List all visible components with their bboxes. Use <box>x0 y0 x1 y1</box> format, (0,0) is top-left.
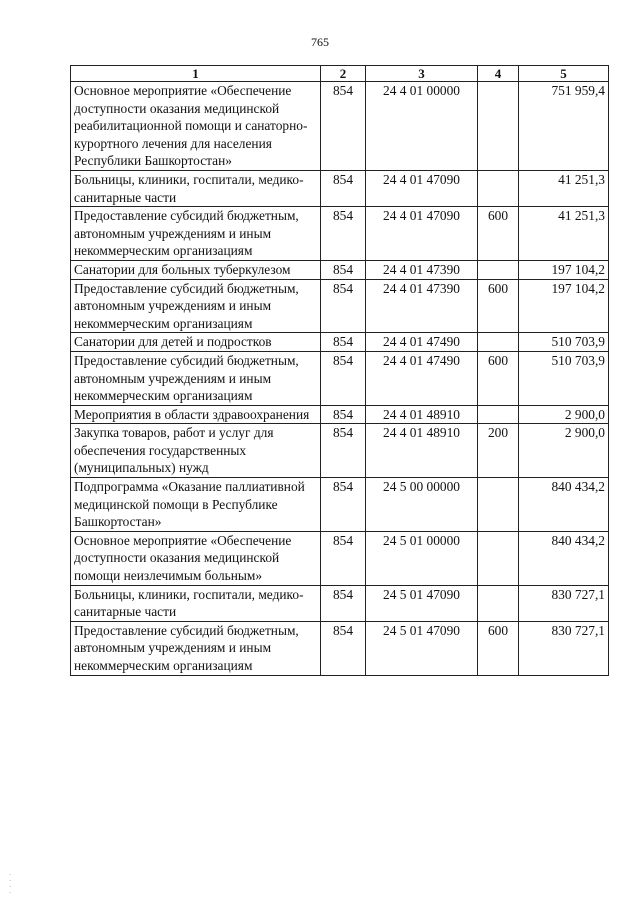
cell-name: Предоставление субсидий бюджетным, автономным учреждениям и иным некоммерческим организациям <box>71 351 321 405</box>
table-row <box>71 279 609 333</box>
table-row <box>71 260 609 279</box>
cell-amount: 2 900,0 <box>519 405 609 424</box>
cell-ministry: 854 <box>321 424 366 478</box>
table-row <box>71 170 609 206</box>
cell-code: 24 4 01 47390 <box>366 279 478 333</box>
cell-type: 200 <box>478 424 519 478</box>
table-row <box>71 585 609 621</box>
cell-code: 24 5 01 47090 <box>366 585 478 621</box>
column-header-5: 5 <box>519 66 609 82</box>
cell-amount: 510 703,9 <box>519 333 609 352</box>
cell-ministry: 854 <box>321 351 366 405</box>
cell-code: 24 4 01 47090 <box>366 207 478 261</box>
column-header-3: 3 <box>366 66 478 82</box>
cell-amount: 41 251,3 <box>519 207 609 261</box>
page-number: 765 <box>311 35 329 49</box>
table-body <box>71 82 609 676</box>
cell-type <box>478 405 519 424</box>
cell-code: 24 4 01 47490 <box>366 351 478 405</box>
cell-name: Предоставление субсидий бюджетным, автономным учреждениям и иным некоммерческим организациям <box>71 279 321 333</box>
cell-ministry: 854 <box>321 207 366 261</box>
table-row <box>71 424 609 478</box>
cell-type <box>478 170 519 206</box>
cell-name: Основное мероприятие «Обеспечение доступности оказания медицинской помощи неизлечимым больным» <box>71 531 321 585</box>
cell-type: 600 <box>478 621 519 675</box>
cell-ministry: 854 <box>321 82 366 171</box>
cell-amount: 830 727,1 <box>519 621 609 675</box>
cell-amount: 41 251,3 <box>519 170 609 206</box>
cell-code: 24 4 01 48910 <box>366 405 478 424</box>
cell-type <box>478 531 519 585</box>
cell-ministry: 854 <box>321 531 366 585</box>
cell-ministry: 854 <box>321 621 366 675</box>
table-row <box>71 351 609 405</box>
table-row <box>71 207 609 261</box>
cell-type <box>478 260 519 279</box>
column-header-1: 1 <box>71 66 321 82</box>
cell-code: 24 4 01 47390 <box>366 260 478 279</box>
cell-ministry: 854 <box>321 478 366 532</box>
cell-name: Мероприятия в области здравоохранения <box>71 405 321 424</box>
cell-name: Больницы, клиники, госпитали, медико-санитарные части <box>71 585 321 621</box>
cell-code: 24 4 01 00000 <box>366 82 478 171</box>
cell-ministry: 854 <box>321 585 366 621</box>
cell-type <box>478 478 519 532</box>
cell-type: 600 <box>478 279 519 333</box>
cell-amount: 197 104,2 <box>519 279 609 333</box>
cell-ministry: 854 <box>321 170 366 206</box>
cell-name: Закупка товаров, работ и услуг для обеспечения государственных (муниципальных) нужд <box>71 424 321 478</box>
cell-name: Подпрограмма «Оказание паллиативной медицинской помощи в Республике Башкортостан» <box>71 478 321 532</box>
budget-table <box>70 65 609 676</box>
margin-dots: · · · · <box>9 871 12 897</box>
cell-code: 24 5 01 00000 <box>366 531 478 585</box>
cell-name: Больницы, клиники, госпитали, медико-санитарные части <box>71 170 321 206</box>
cell-amount: 510 703,9 <box>519 351 609 405</box>
table-row <box>71 531 609 585</box>
cell-ministry: 854 <box>321 279 366 333</box>
cell-amount: 840 434,2 <box>519 531 609 585</box>
cell-amount: 197 104,2 <box>519 260 609 279</box>
table-row <box>71 621 609 675</box>
cell-type <box>478 333 519 352</box>
table-header-row <box>71 66 609 82</box>
cell-type: 600 <box>478 207 519 261</box>
cell-amount: 751 959,4 <box>519 82 609 171</box>
table-row <box>71 478 609 532</box>
cell-name: Предоставление субсидий бюджетным, автономным учреждениям и иным некоммерческим организациям <box>71 207 321 261</box>
cell-name: Основное мероприятие «Обеспечение доступности оказания медицинской реабилитационной помощи и санаторно-курортного лечения для населения Республики Башкортостан» <box>71 82 321 171</box>
cell-type <box>478 585 519 621</box>
cell-amount: 840 434,2 <box>519 478 609 532</box>
cell-name: Предоставление субсидий бюджетным, автономным учреждениям и иным некоммерческим организациям <box>71 621 321 675</box>
cell-name: Санатории для больных туберкулезом <box>71 260 321 279</box>
cell-ministry: 854 <box>321 333 366 352</box>
cell-amount: 2 900,0 <box>519 424 609 478</box>
cell-ministry: 854 <box>321 260 366 279</box>
cell-code: 24 4 01 48910 <box>366 424 478 478</box>
cell-code: 24 4 01 47090 <box>366 170 478 206</box>
column-header-4: 4 <box>478 66 519 82</box>
cell-type: 600 <box>478 351 519 405</box>
table-row <box>71 82 609 171</box>
cell-code: 24 4 01 47490 <box>366 333 478 352</box>
cell-type <box>478 82 519 171</box>
cell-name: Санатории для детей и подростков <box>71 333 321 352</box>
table-row <box>71 333 609 352</box>
table-row <box>71 405 609 424</box>
column-header-2: 2 <box>321 66 366 82</box>
cell-amount: 830 727,1 <box>519 585 609 621</box>
cell-ministry: 854 <box>321 405 366 424</box>
cell-code: 24 5 00 00000 <box>366 478 478 532</box>
cell-code: 24 5 01 47090 <box>366 621 478 675</box>
